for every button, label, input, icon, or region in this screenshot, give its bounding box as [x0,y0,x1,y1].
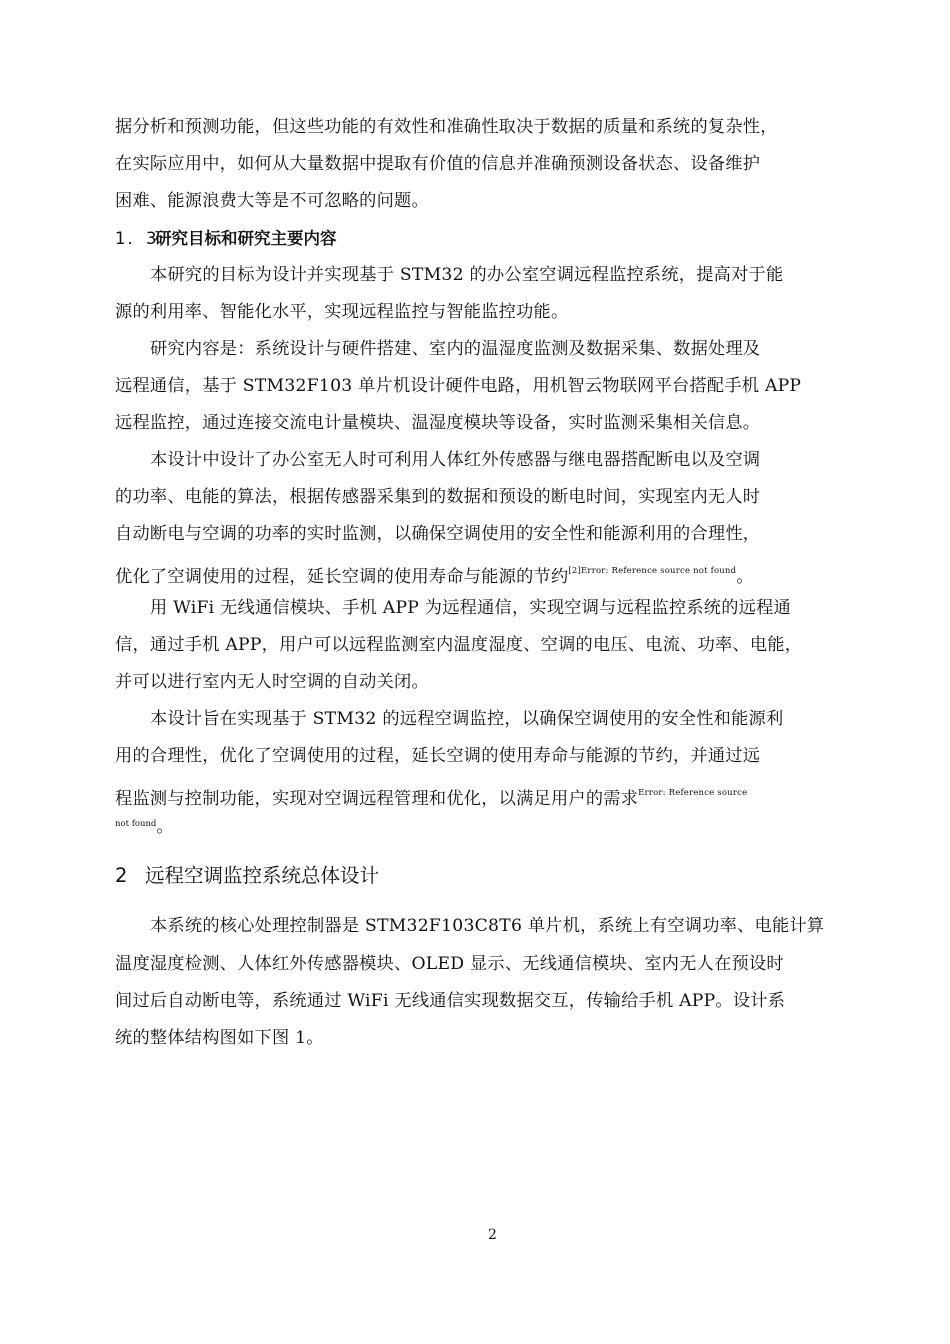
text-line: 远程监控，通过连接交流电计量模块、温湿度模块等设备，实时监测采集相关信息。 [115,413,761,433]
text-line: 在实际应用中，如何从大量数据中提取有价值的信息并准确预测设备状态、设备维护 [115,154,761,174]
text-line: 据分析和预测功能，但这些功能的有效性和准确性取决于数据的质量和系统的复杂性， [115,117,778,137]
text-line: 困难、能源浪费大等是不可忽略的问题。 [115,191,429,211]
text-line: 优化了空调使用的过程，延长空调的使用寿命与能源的节约 [115,567,569,587]
text-line: 本系统的核心处理控制器是 STM32F103C8T6 单片机，系统上有空调功率、电能计算 [150,916,825,936]
text-line: 用 WiFi 无线通信模块、手机 APP 为远程通信，实现空调与远程监控系统的远程通 [150,598,791,618]
section-heading-2 [115,864,379,888]
text-line: 远程通信，基于 STM32F103 单片机设计硬件电路，用机智云物联网平台搭配手机 APP [115,376,802,396]
text-line: 本设计旨在实现基于 STM32 的远程空调监控，以确保空调使用的安全性和能源利 [150,709,784,729]
text-line: 研究内容是：系统设计与硬件搭建、室内的温湿度监测及数据采集、数据处理及 [150,339,761,359]
section-title: 远程空调监控系统总体设计 [145,864,380,887]
reference-note: [2]Error: Reference source not found [568,566,737,576]
reference-note: Error: Reference source [638,788,748,798]
text-line-with-reference [115,783,747,809]
text-line: 间过后自动断电等，系统通过 WiFi 无线通信实现数据交互，传输给手机 APP。设计系 [115,991,786,1011]
page-number: 2 [488,1227,497,1243]
sentence-end: 。 [736,567,754,587]
text-line: 源的利用率、智能化水平，实现远程监控与智能监控功能。 [115,302,569,322]
section-heading-1-3 [115,229,337,249]
reference-note: not found [115,819,157,829]
reference-note-continuation [115,817,174,837]
section-number: 2 [115,864,128,887]
text-line: 并可以进行室内无人时空调的自动关闭。 [115,672,429,692]
text-line: 本设计中设计了办公室无人时可利用人体红外传感器与继电器搭配断电以及空调 [150,450,761,470]
text-line: 温度湿度检测、人体红外传感器模块、OLED 显示、无线通信模块、室内无人在预设时 [115,954,784,974]
section-title: 研究目标和研究主要内容 [155,229,337,248]
text-line: 本研究的目标为设计并实现基于 STM32 的办公室空调远程监控系统，提高对于能 [150,265,784,285]
text-line: 的功率、电能的算法，根据传感器采集到的数据和预设的断电时间，实现室内无人时 [115,487,761,507]
text-line: 用的合理性，优化了空调使用的过程，延长空调的使用寿命与能源的节约，并通过远 [115,746,761,766]
text-line: 统的整体结构图如下图 1。 [115,1028,324,1048]
text-line-with-reference [115,561,754,587]
text-line: 信，通过手机 APP，用户可以远程监测室内温度湿度、空调的电压、电流、功率、电能， [115,635,803,655]
sentence-end: 。 [156,817,174,837]
text-line: 自动断电与空调的功率的实时监测，以确保空调使用的安全性和能源利用的合理性， [115,524,761,544]
text-line: 程监测与控制功能，实现对空调远程管理和优化，以满足用户的需求 [115,789,639,809]
section-number: 1．3 [115,229,159,248]
